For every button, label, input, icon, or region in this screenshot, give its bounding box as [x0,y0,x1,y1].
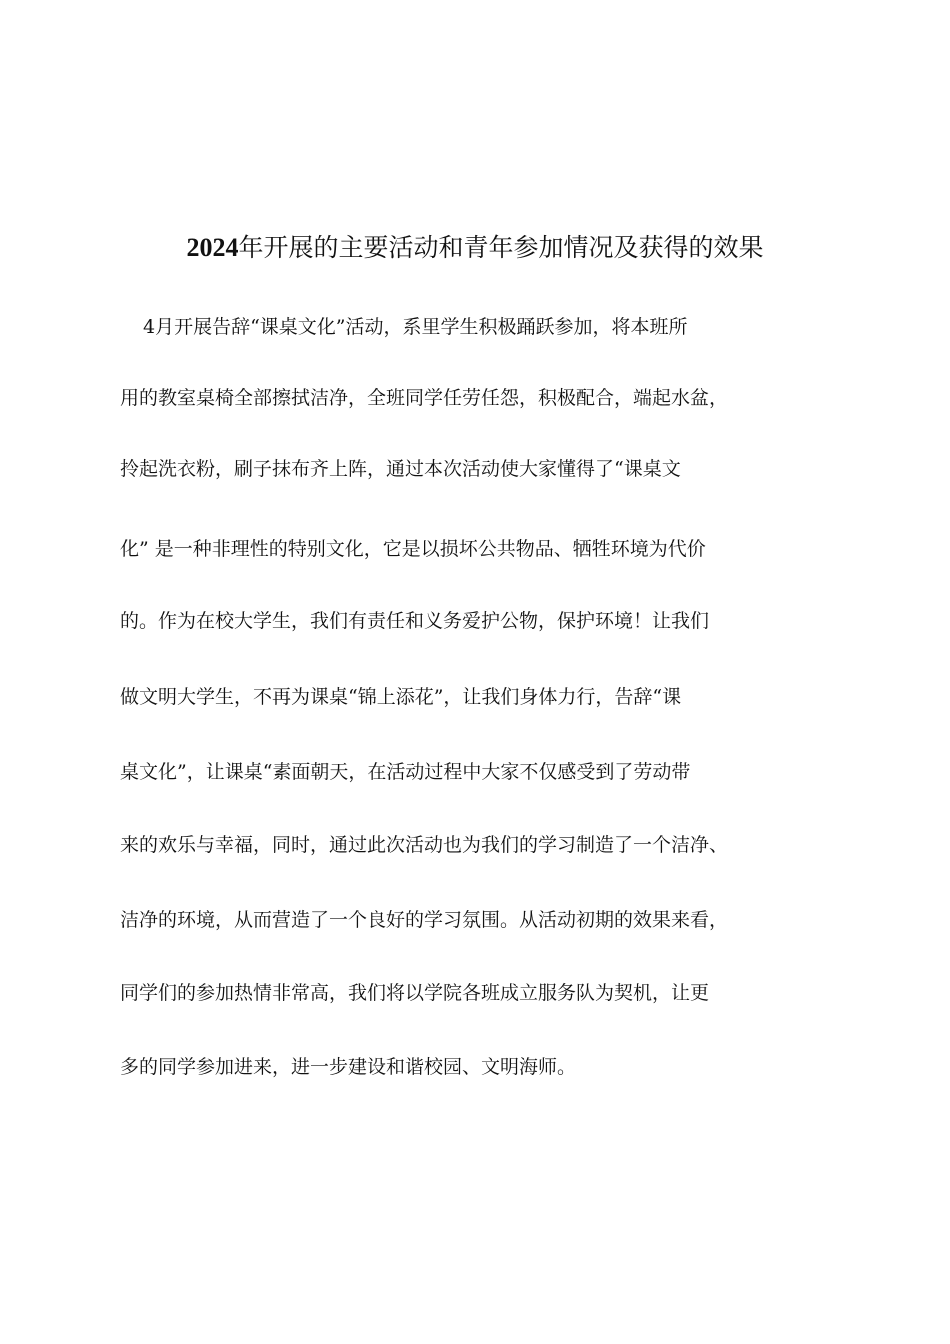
paragraph-line-8: 来的欢乐与幸福，同时，通过此次活动也为我们的学习制造了一个洁净、 [120,834,729,856]
paragraph-line-3: 拎起洗衣粉，刷子抹布齐上阵，通过本次活动使大家懂得了“课桌文 [120,458,681,480]
title-text: 年开展的主要活动和青年参加情况及获得的效果 [238,233,764,262]
title-year: 2024 [186,233,239,262]
paragraph-line-9: 洁净的环境，从而营造了一个良好的学习氛围。从活动初期的效果来看， [120,909,729,931]
paragraph-line-1: 4月开展告辞“课桌文化”活动，系里学生积极踊跃参加，将本班所 [143,316,688,338]
paragraph-line-6: 做文明大学生，不再为课桌“锦上添花”，让我们身体力行，告辞“课 [120,686,682,708]
paragraph-line-10: 同学们的参加热情非常高，我们将以学院各班成立服务队为契机，让更 [120,982,710,1004]
paragraph-line-4: 化” 是一种非理性的特别文化，它是以损坏公共物品、牺牲环境为代价 [120,538,706,560]
paragraph-line-2: 用的教室桌椅全部擦拭洁净，全班同学任劳任怨，积极配合，端起水盆， [120,387,729,409]
paragraph-line-5: 的。作为在校大学生，我们有责任和义务爱护公物，保护环境！让我们 [120,610,710,632]
document-title [0,228,950,268]
paragraph-line-11: 多的同学参加进来，进一步建设和谐校园、文明海师。 [120,1056,577,1078]
paragraph-line-7: 桌文化”，让课桌“素面朝天，在活动过程中大家不仅感受到了劳动带 [120,761,691,783]
